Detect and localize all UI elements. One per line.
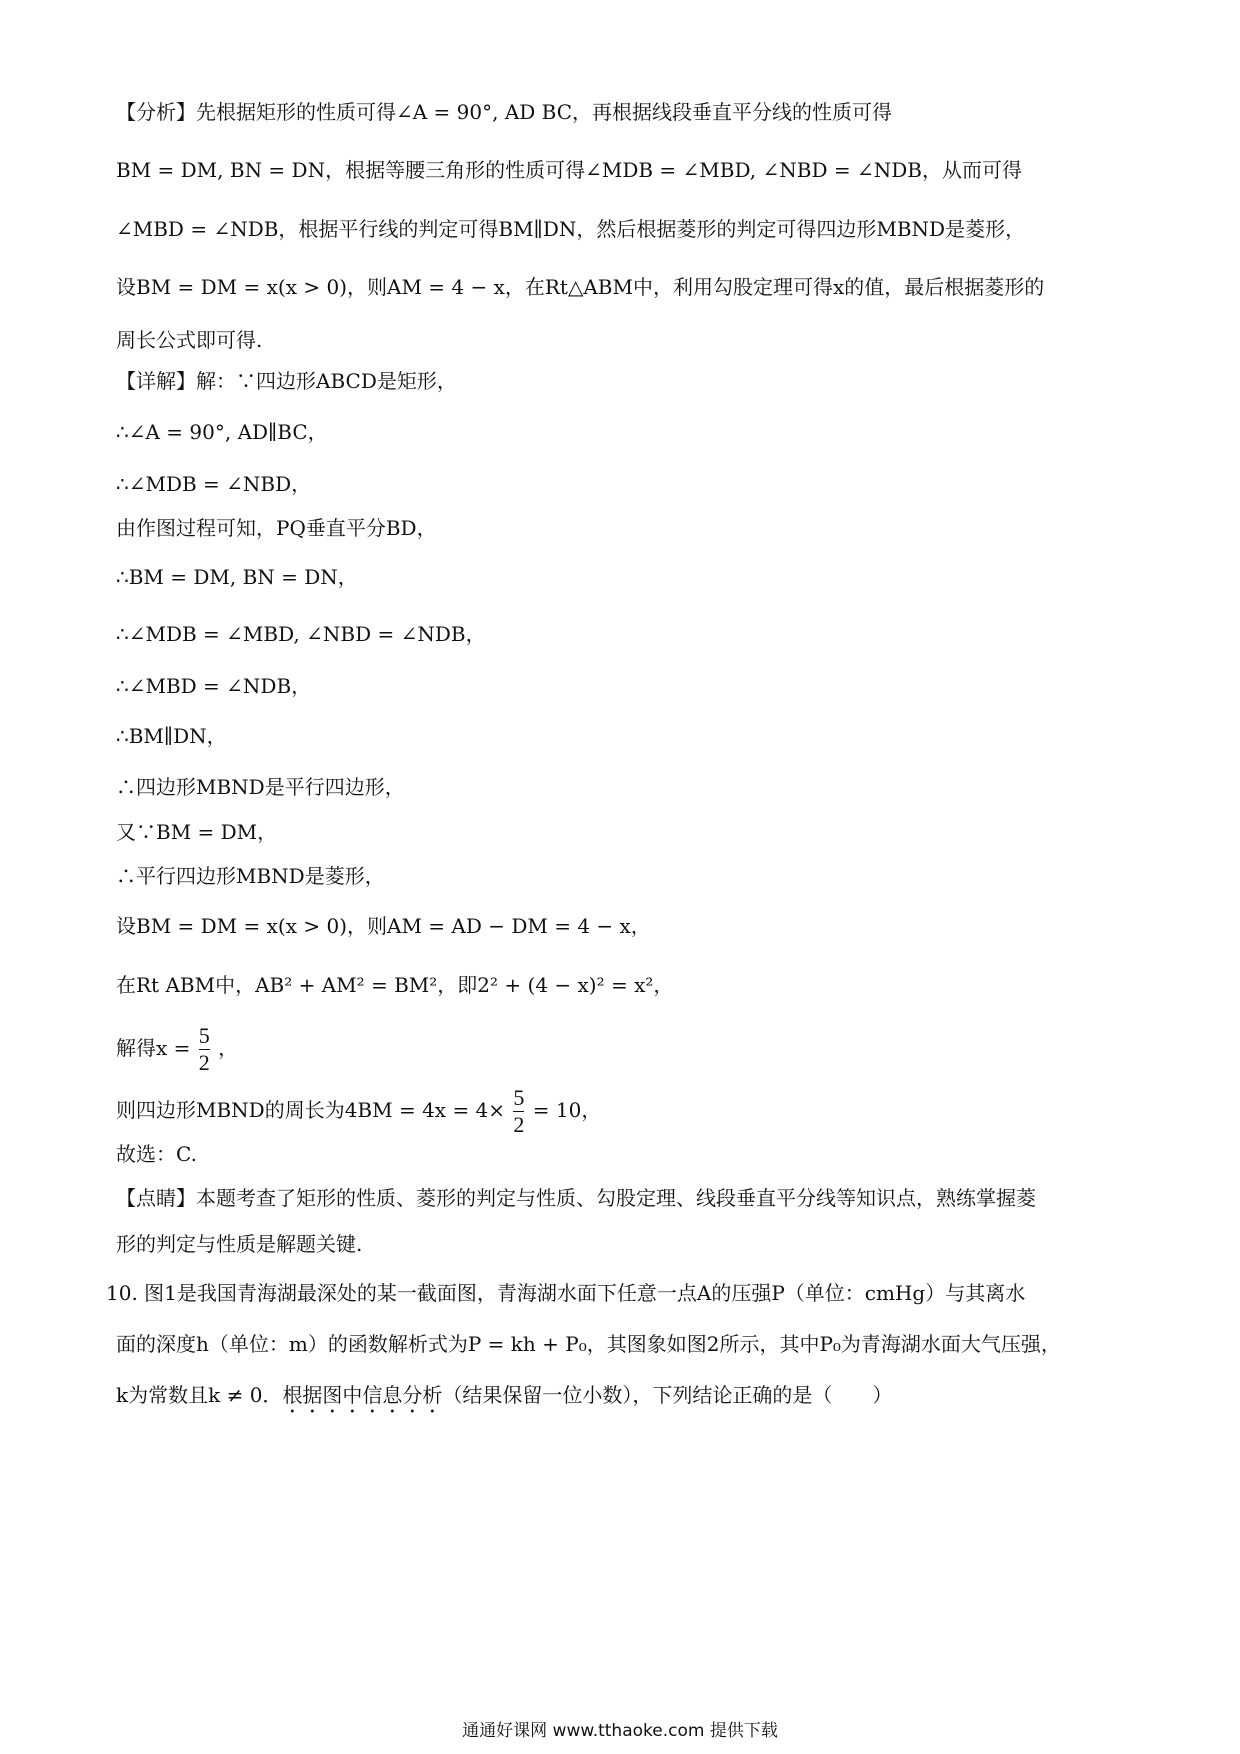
solution-step-11: 设BM = DM = x(x > 0)，则AM = AD − DM = 4 − x， (116, 914, 651, 938)
question-10-line-2: 面的深度h（单位：m）的函数解析式为P = kh + P₀，其图象如图2所示，其中P₀为青海湖水面大气压强， (116, 1332, 1061, 1356)
perimeter-text: 则四边形MBND的周长为4BM = 4x = 4× (116, 1098, 506, 1122)
analysis-line-1: 【分析】先根据矩形的性质可得∠A = 90°, AD BC，再根据线段垂直平分线的性质可得 (116, 100, 893, 124)
solution-step-8: ∴四边形MBND是平行四边形， (116, 775, 405, 799)
solution-step-1: ∴∠A = 90°, AD∥BC， (116, 420, 328, 444)
solution-step-10: ∴平行四边形MBND是菱形， (116, 864, 385, 888)
page-footer: 通通好课网 www.tthaoke.com 提供下载 (462, 1721, 778, 1741)
analysis-line-5: 周长公式即可得. (116, 328, 263, 352)
solution-step-12: 在Rt ABM中，AB² + AM² = BM²，即2² + (4 − x)² = x²， (116, 973, 674, 997)
comment-line-1: 【点睛】本题考查了矩形的性质、菱形的判定与性质、勾股定理、线段垂直平分线等知识点，熟练掌握菱 (116, 1186, 1036, 1210)
solution-step-4: ∴BM = DM, BN = DN， (116, 565, 358, 589)
solve-text: 解得x = (116, 1036, 191, 1060)
solution-step-6: ∴∠MBD = ∠NDB， (116, 674, 312, 698)
comment-line-2: 形的判定与性质是解题关键. (116, 1232, 363, 1256)
fraction-numerator-2: 5 (513, 1085, 525, 1110)
solve-comma: ， (218, 1036, 239, 1060)
question-10-line-1: 10. 图1是我国青海湖最深处的某一截面图，青海湖水面下任意一点A的压强P（单位：cmHg）与其离水 (106, 1281, 1026, 1305)
solution-step-2: ∴∠MDB = ∠NBD， (116, 472, 312, 496)
perimeter-result: = 10， (532, 1098, 602, 1122)
analysis-line-4: 设BM = DM = x(x > 0)，则AM = 4 − x，在Rt△ABM中，利用勾股定理可得x的值，最后根据菱形的 (116, 275, 1045, 299)
solution-step-5: ∴∠MDB = ∠MBD, ∠NBD = ∠NDB， (116, 622, 486, 646)
question-10-line-3 (116, 1381, 892, 1418)
analysis-line-2: BM = DM, BN = DN，根据等腰三角形的性质可得∠MDB = ∠MBD, ∠NBD = ∠NDB，从而可得 (116, 158, 1022, 182)
question-prompt: （结果保留一位小数），下列结论正确的是（ ） (442, 1383, 893, 1407)
fraction-denominator: 2 (198, 1050, 210, 1075)
solution-step-3: 由作图过程可知，PQ垂直平分BD， (116, 516, 437, 540)
solution-heading: 【详解】解：∵四边形ABCD是矩形， (116, 369, 457, 393)
analysis-line-3: ∠MBD = ∠NDB，根据平行线的判定可得BM∥DN，然后根据菱形的判定可得四边形MBND是菱形， (116, 217, 1026, 241)
solution-step-14 (116, 1082, 601, 1138)
emphasized-text: 根据图中信息分析 (282, 1383, 443, 1407)
fraction-numerator: 5 (198, 1023, 210, 1048)
fraction-five-halves (199, 1024, 210, 1075)
fraction-denominator-2: 2 (513, 1112, 525, 1137)
solution-step-9: 又∵BM = DM， (116, 820, 278, 844)
solution-step-13 (116, 1020, 238, 1076)
fraction-five-halves-2 (513, 1086, 524, 1137)
answer-choice: 故选：C. (116, 1142, 197, 1166)
solution-step-7: ∴BM∥DN， (116, 724, 227, 748)
constant-note: k为常数且k ≠ 0． (116, 1383, 283, 1407)
